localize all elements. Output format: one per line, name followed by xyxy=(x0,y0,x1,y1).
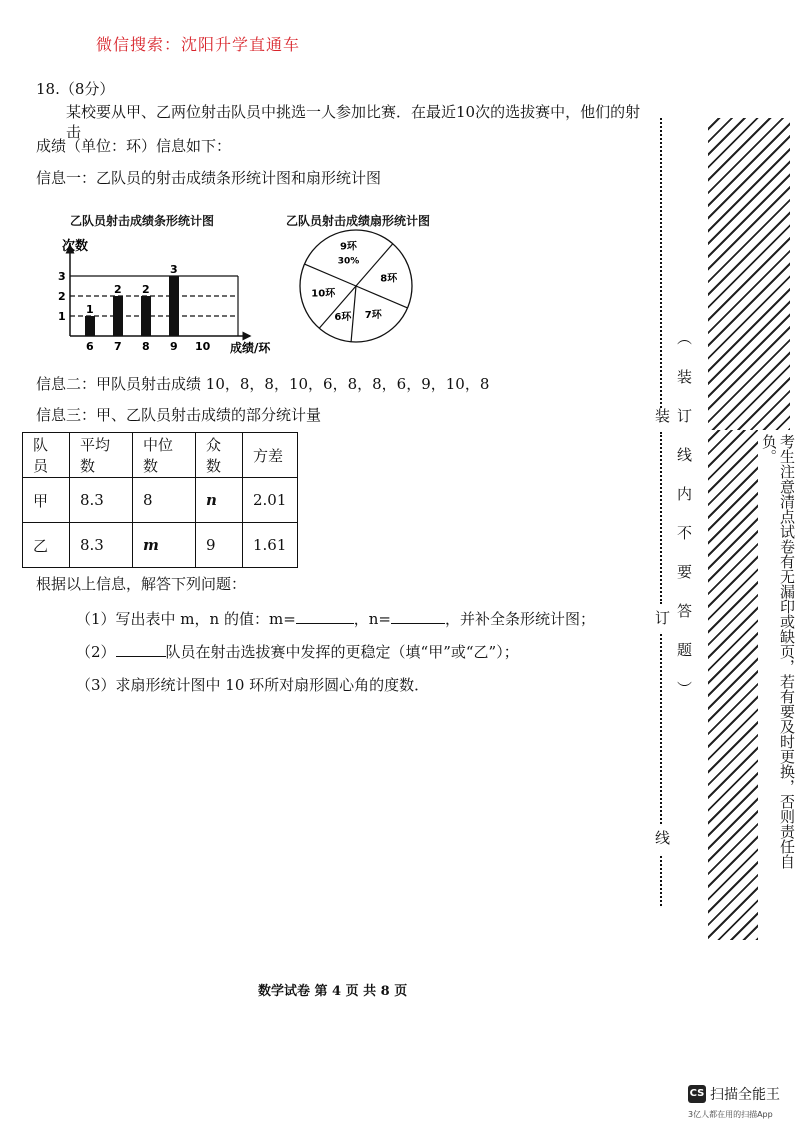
table-row xyxy=(23,478,298,523)
binding-dotted-line xyxy=(660,118,662,408)
page-footer: 数学试卷 第 4 页 共 8 页 xyxy=(258,984,408,999)
sub-question-2 xyxy=(76,640,519,662)
binding-label-ding: 订 xyxy=(653,610,671,626)
hatched-strip-top xyxy=(708,118,790,430)
pie-chart xyxy=(290,226,430,344)
question-intro-line2: 成绩（单位：环）信息如下： xyxy=(36,137,232,155)
binding-instruction: （装订线内不要答题） xyxy=(675,330,693,720)
pie-slice-label: 7环 xyxy=(364,309,382,321)
answer-blank-n[interactable] xyxy=(391,607,445,624)
binding-dotted-line xyxy=(660,432,662,604)
q2-text-a: （2） xyxy=(76,643,116,661)
answer-intro: 根据以上信息，解答下列问题： xyxy=(36,575,247,593)
bar-y-tick-label: 3 xyxy=(58,270,66,283)
bar-chart-title: 乙队员射击成绩条形统计图 xyxy=(70,214,215,228)
bar-7 xyxy=(113,296,123,336)
binding-label-zhuang: 装 xyxy=(653,408,671,424)
sub-question-3: （3）求扇形统计图中 10 环所对扇形圆心角的度数． xyxy=(76,676,430,694)
bar-y-tick-label: 1 xyxy=(58,310,66,323)
answer-blank-m[interactable] xyxy=(296,607,354,624)
pie-chart-title: 乙队员射击成绩扇形统计图 xyxy=(286,214,431,228)
bar-chart xyxy=(40,228,290,358)
bar-x-tick-label: 6 xyxy=(86,340,94,353)
table-cell: 2.01 xyxy=(243,478,298,523)
bar-value-label: 2 xyxy=(114,283,122,296)
pie-slice-value: 30% xyxy=(337,256,360,267)
question-intro-line1: 某校要从甲、乙两位射击队员中挑选一人参加比赛．在最近10次的选拔赛中，他们的射击 xyxy=(66,103,641,141)
pie-slice-edge xyxy=(356,286,408,308)
pie-slice-edge xyxy=(351,286,356,342)
info-two: 信息二：甲队员射击成绩 10，8，8，10，6，8，8，6，9，10，8 xyxy=(36,375,490,393)
question-number: 18.（8分） xyxy=(36,80,115,98)
scanner-tagline: 3亿人都在用的扫描App xyxy=(688,1110,773,1119)
bar-8 xyxy=(141,296,151,336)
pie-slice-label: 10环 xyxy=(311,288,336,300)
statistics-table xyxy=(22,432,298,568)
pie-slice-label: 8环 xyxy=(380,273,398,285)
table-row xyxy=(23,523,298,568)
binding-dotted-line xyxy=(660,856,662,906)
table-cell: 9 xyxy=(196,523,243,568)
hatched-strip-bottom xyxy=(708,430,758,940)
table-header-cell: 中位数 xyxy=(133,433,196,478)
binding-label-xian: 线 xyxy=(653,830,671,846)
answer-blank-team[interactable] xyxy=(116,640,166,657)
info-one: 信息一：乙队员的射击成绩条形统计图和扇形统计图 xyxy=(36,169,382,187)
bar-value-label: 1 xyxy=(86,303,94,316)
table-cell: m xyxy=(133,523,196,568)
cs-logo-icon: CS xyxy=(688,1085,706,1103)
pie-slice-label: 9环 xyxy=(339,241,357,253)
table-cell: 8.3 xyxy=(70,523,133,568)
table-cell: 甲 xyxy=(23,478,70,523)
scanner-name: 扫描全能王 xyxy=(710,1086,780,1103)
pie-slice-edge xyxy=(304,264,356,286)
table-cell: n xyxy=(196,478,243,523)
q1-text-b: ，n= xyxy=(353,610,391,628)
table-header-row xyxy=(23,433,298,478)
watermark-text: 微信搜索：沈阳升学直通车 xyxy=(96,35,301,54)
bar-x-tick-label: 10 xyxy=(195,340,211,353)
table-header-cell: 众数 xyxy=(196,433,243,478)
table-header-cell: 方差 xyxy=(243,433,298,478)
bar-y-tick-label: 2 xyxy=(58,290,66,303)
table-header-cell: 平均数 xyxy=(70,433,133,478)
table-cell: 1.61 xyxy=(243,523,298,568)
table-cell: 8 xyxy=(133,478,196,523)
q1-text-a: （1）写出表中 m，n 的值：m= xyxy=(76,610,296,628)
table-cell: 乙 xyxy=(23,523,70,568)
bar-x-tick-label: 8 xyxy=(142,340,150,353)
bar-x-tick-label: 7 xyxy=(114,340,122,353)
table-cell: 8.3 xyxy=(70,478,133,523)
bar-x-axis-label: 成绩/环 xyxy=(230,341,271,355)
bar-value-label: 3 xyxy=(170,263,178,276)
sub-question-1 xyxy=(76,607,595,629)
scanner-logo xyxy=(688,1083,780,1104)
pie-slice-label: 6环 xyxy=(334,311,352,323)
bar-9 xyxy=(169,276,179,336)
q2-text-b: 队员在射击选拔赛中发挥的更稳定（填“甲”或“乙”）； xyxy=(165,643,519,661)
bar-x-tick-label: 9 xyxy=(170,340,178,353)
bar-value-label: 2 xyxy=(142,283,150,296)
info-three: 信息三：甲、乙队员射击成绩的部分统计量 xyxy=(36,406,322,424)
exam-notice: 考生注意清点试卷有无漏印或缺页，若有要及时更换，否则责任自负。 xyxy=(760,432,796,876)
bar-y-axis-label: 次数 xyxy=(62,239,89,254)
q1-text-c: ，并补全条形统计图； xyxy=(445,610,596,628)
binding-dotted-line xyxy=(660,634,662,824)
table-header-cell: 队员 xyxy=(23,433,70,478)
bar-6 xyxy=(85,316,95,336)
